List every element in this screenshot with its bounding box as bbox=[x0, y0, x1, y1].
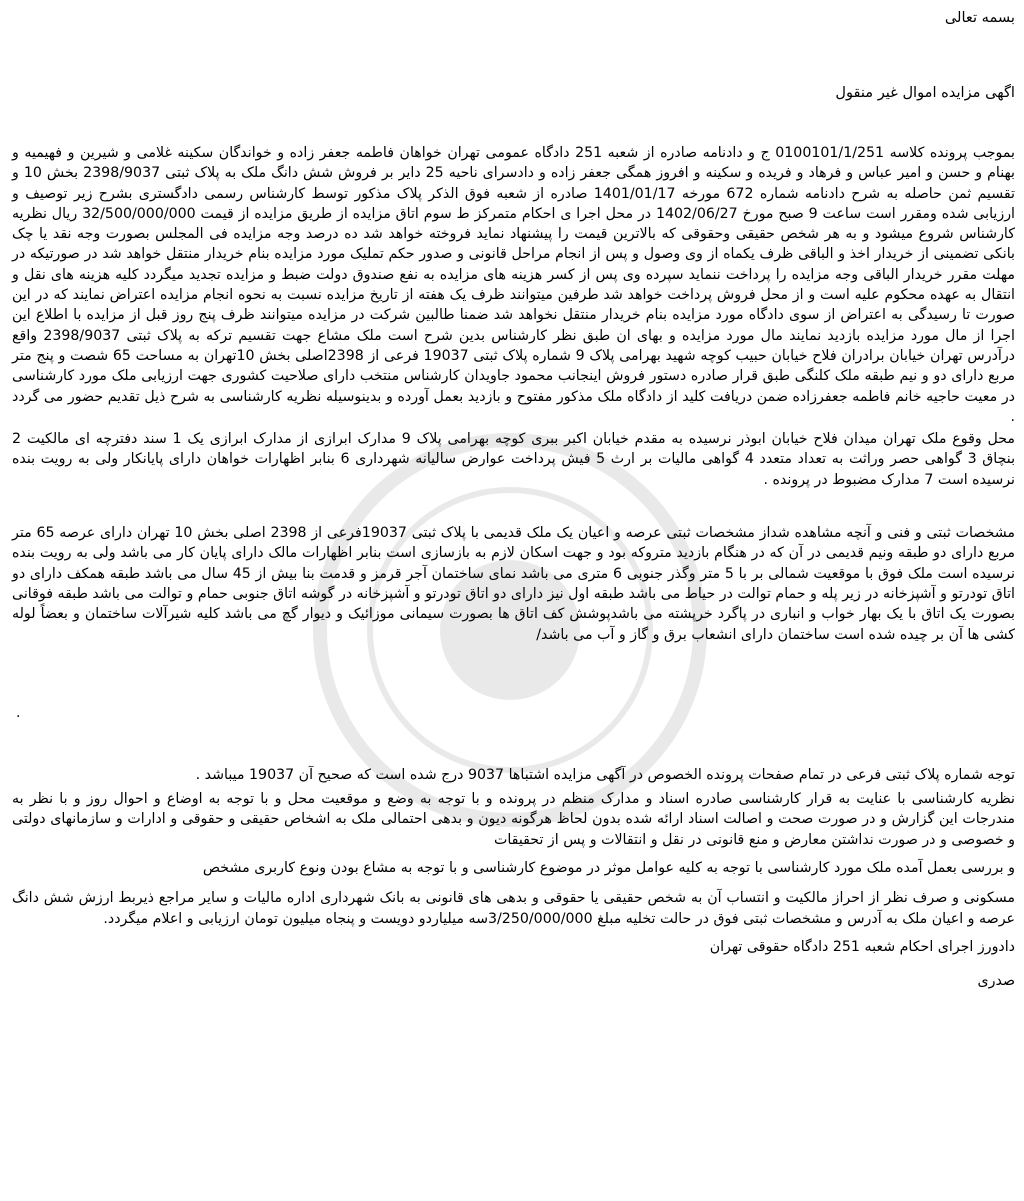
basmala-heading: بسمه تعالی bbox=[944, 9, 1015, 26]
review-paragraph: و بررسی بعمل آمده ملک مورد کارشناسی با توجه به کلیه عوامل موثر در موضوع کارشناسی و با توجه به مشاع بودن ونوع کاربری مشخص bbox=[202, 860, 1015, 877]
expert-opinion-paragraph: نظریه کارشناسی با عنایت به قرار کارشناسی صادره اسناد و مدارک منظم در پرونده و با توجه به وضع و موقعیت محل و با توجه به اوضاع و احوال روز و با نظر به مندرجات این گزارش و در صورت صحت و اصالت اسناد ارائه شده بدون لحاظ هرگونه دیون و بدهی احتمالی ملک به اشخاص حقیقی و حقوقی و ادارات و سازمانهای دولتی و خصوصی و در صورت نداشتن معارض و منع قانونی در نقل و انتقالات و پس از تحقیقات bbox=[12, 791, 1015, 848]
note-paragraph: توجه شماره پلاک ثبتی فرعی در تمام صفحات پرونده الخصوص در آگهی مزایده اشتباها 9037 درج شده است که صحیح آن 19037 میباشد . bbox=[195, 766, 1015, 783]
specs-paragraph: مشخصات ثبتی و فنی و آنچه مشاهده شداز مشخصات ثبتی عرصه و اعیان یک ملک قدیمی با پلاک ثبتی 19037فرعی از 2398 اصلی بخش 10 تهران دارای عرصه 65 متر مربع دارای دو طبقه ونیم قدیمی در آن که در هنگام بازدید متروکه بود و جهت اسکان لازم به بازسازی است بنابر اظهارات مالک دارای پایان کار می باشد ولی به رویت بنده نرسیده است ملک فوق با موقعیت شمالی بر با 5 متر وگذر جنوبی 6 متری می باشد نمای ساختمان آجر قرمز و قدمت بنا بیش از 45 سال می باشد طبقه همکف دارای دو اتاق تودرتو و آشپزخانه در زیر پله و حمام توالت در حیاط می باشد طبقه اول نیز دارای دو اتاق تودرتو و آشپزخانه در گوشه اتاق جنوبی حمام و توالت می باشد طبقه فوقانی بصورت یک اتاق با یک بهار خواب و انباری در پاگرد خرپشته می باشدپوشش کف اتاق ها بصورت سیمانی موزائیک و دیوار گچ می باشد کلیه شیرآلات ساختمان و بعضاً لوله کشی ها آن بر چیده شده است ساختمان دارای انشعاب برق و گاز و آب می باشد/ bbox=[12, 525, 1016, 643]
signature-name: صدری bbox=[977, 973, 1015, 990]
location-paragraph: محل وقوع ملک تهران میدان فلاح خیابان ابوذر نرسیده به مقدم خیابان اکبر ببری کوچه بهرامی پلاک 9 مدارک ابرازی از مدارک ابرازی یک 1 سند دفترچه ای مالکیت 2 بنچاق 3 گواهی حصر وراثت به تعداد متعدد 4 گواهی مالیات بر ارث 5 فیش پرداخت عوارض سالیانه شهرداری 6 بنابر اظهارات خواهان دارای پایانکار ولی به رویت بنده نرسیده است 7 مدارک مضبوط در پرونده . bbox=[12, 431, 1016, 488]
signature-title: دادورز اجرای احکام شعبه 251 دادگاه حقوقی تهران bbox=[709, 938, 1015, 955]
notice-title: اگهی مزایده اموال غیر منقول bbox=[835, 84, 1015, 101]
valuation-paragraph: مسکونی و صرف نظر از احراز مالکیت و انتساب آن به شخص حقیقی یا حقوقی و بدهی های قانونی به بانک شهرداری اداره مالیات و سایر مراجع ذیربط ارزش شش دانگ عرصه و اعیان ملک به آدرس و مشخصات ثبتی فوق در حالت تخلیه مبلغ 3/250/000/000سه میلیاردو دویست و پنجاه میلیون تومان ارزیابی و اعلام میگردد. bbox=[12, 890, 1015, 927]
main-paragraph: بموجب پرونده کلاسه 0100101/1/251 ج و دادنامه صادره از شعبه 251 دادگاه عمومی تهران خواهان فاطمه جعفر زاده و خواندگان سکینه غلامی و شیرین و فهیمیه و بهنام و حسن و امیر عباس و فرهاد و فریده و سکینه و افروز همگی جعفر زاده و دادسرای ناحیه 25 دایر بر فروش شش دانگ ملک به پلاک ثبتی 2398/9037 بخش 10 و تقسیم ثمن حاصله به شرح دادنامه شماره 672 مورخه 1401/01/17 صادره از شعبه فوق الذکر پلاک مذکور توسط کارشناس رسمی دادگستری بشرح زیر توصیف و ارزیابی شده ومقرر است ساعت 9 صبح مورخ 1402/06/27 در محل اجرا ی احکام متمرکز ط سوم اتاق مزایده از طریق مزایده از قیمت 32/500/000/000 ریال نظریه کارشناس شروع میشود و به هر شخص حقیقی وحقوقی که بالاترین قیمت را پیشنهاد نماید فروخته خواهد شد ده درصد وجه مزایده فی المجلس بصورت وجه نقد یا چک بانکی تضمینی از خریدار اخذ و الباقی ظرف یکماه از وی وصول و پس از انجام مراحل قانونی و صدور حکم تملیک مورد مزایده بنام خریدار منتقل خواهد شد در صورتیکه در مهلت مقرر خریدار الباقی وجه مزایده را پرداخت ننماید سپرده وی پس از کسر هزینه های مزایده به نفع صندوق دولت ضبط و مزایده تجدید میگردد کلیه هزینه های نقل و انتقال به عهده محکوم علیه است و از محل فروش پرداخت خواهد شد طرفین میتوانند ظرف یک هفته از تاریخ مزایده نسبت به نحوه انجام مزایده اعتراض نمایند که در این صورت تا رسیدگی به اعتراض از سوی دادگاه مورد مزایده بنام خریدار منتقل نخواهد شد ضمنا طالبین شرکت در مزایده میتوانند ظرف پنج روز قبل از مزایده با اطلاع این اجرا از مال مورد مزایده بازدید نمایند مال مورد مزایده و بهای ان طبق نظر کارشناس بدین شرح است ملک مشاع جهت تقسیم ترکه به پلاک ثبتی 2398/9037 واقع درآدرس تهران خیابان برادران فلاح خیابان حبیب کوچه شهید بهرامی پلاک 9 شماره پلاک ثبتی 19037 فرعی از 2398اصلی بخش 10تهران به مساحت 65 شصت و پنج متر مربع دارای دو و نیم طبقه ملک کلنگی طبق قرار صادره دستور فروش اینجانب محمود جاویدان کارشناس منتخب دارای صلاحیت کشوری جهت ارزیابی ملک مورد کارشناسی در معیت حاجیه خانم فاطمه جعفرزاده ضمن دریافت کلید از دادگاه ملک مذکور مفتوح و بازدید بعمل آورده و بدینوسیله نظریه کارشناسی به شرح ذیل تقدیم حضور می گردد . bbox=[12, 145, 1015, 425]
stray-dot: . bbox=[16, 704, 21, 721]
